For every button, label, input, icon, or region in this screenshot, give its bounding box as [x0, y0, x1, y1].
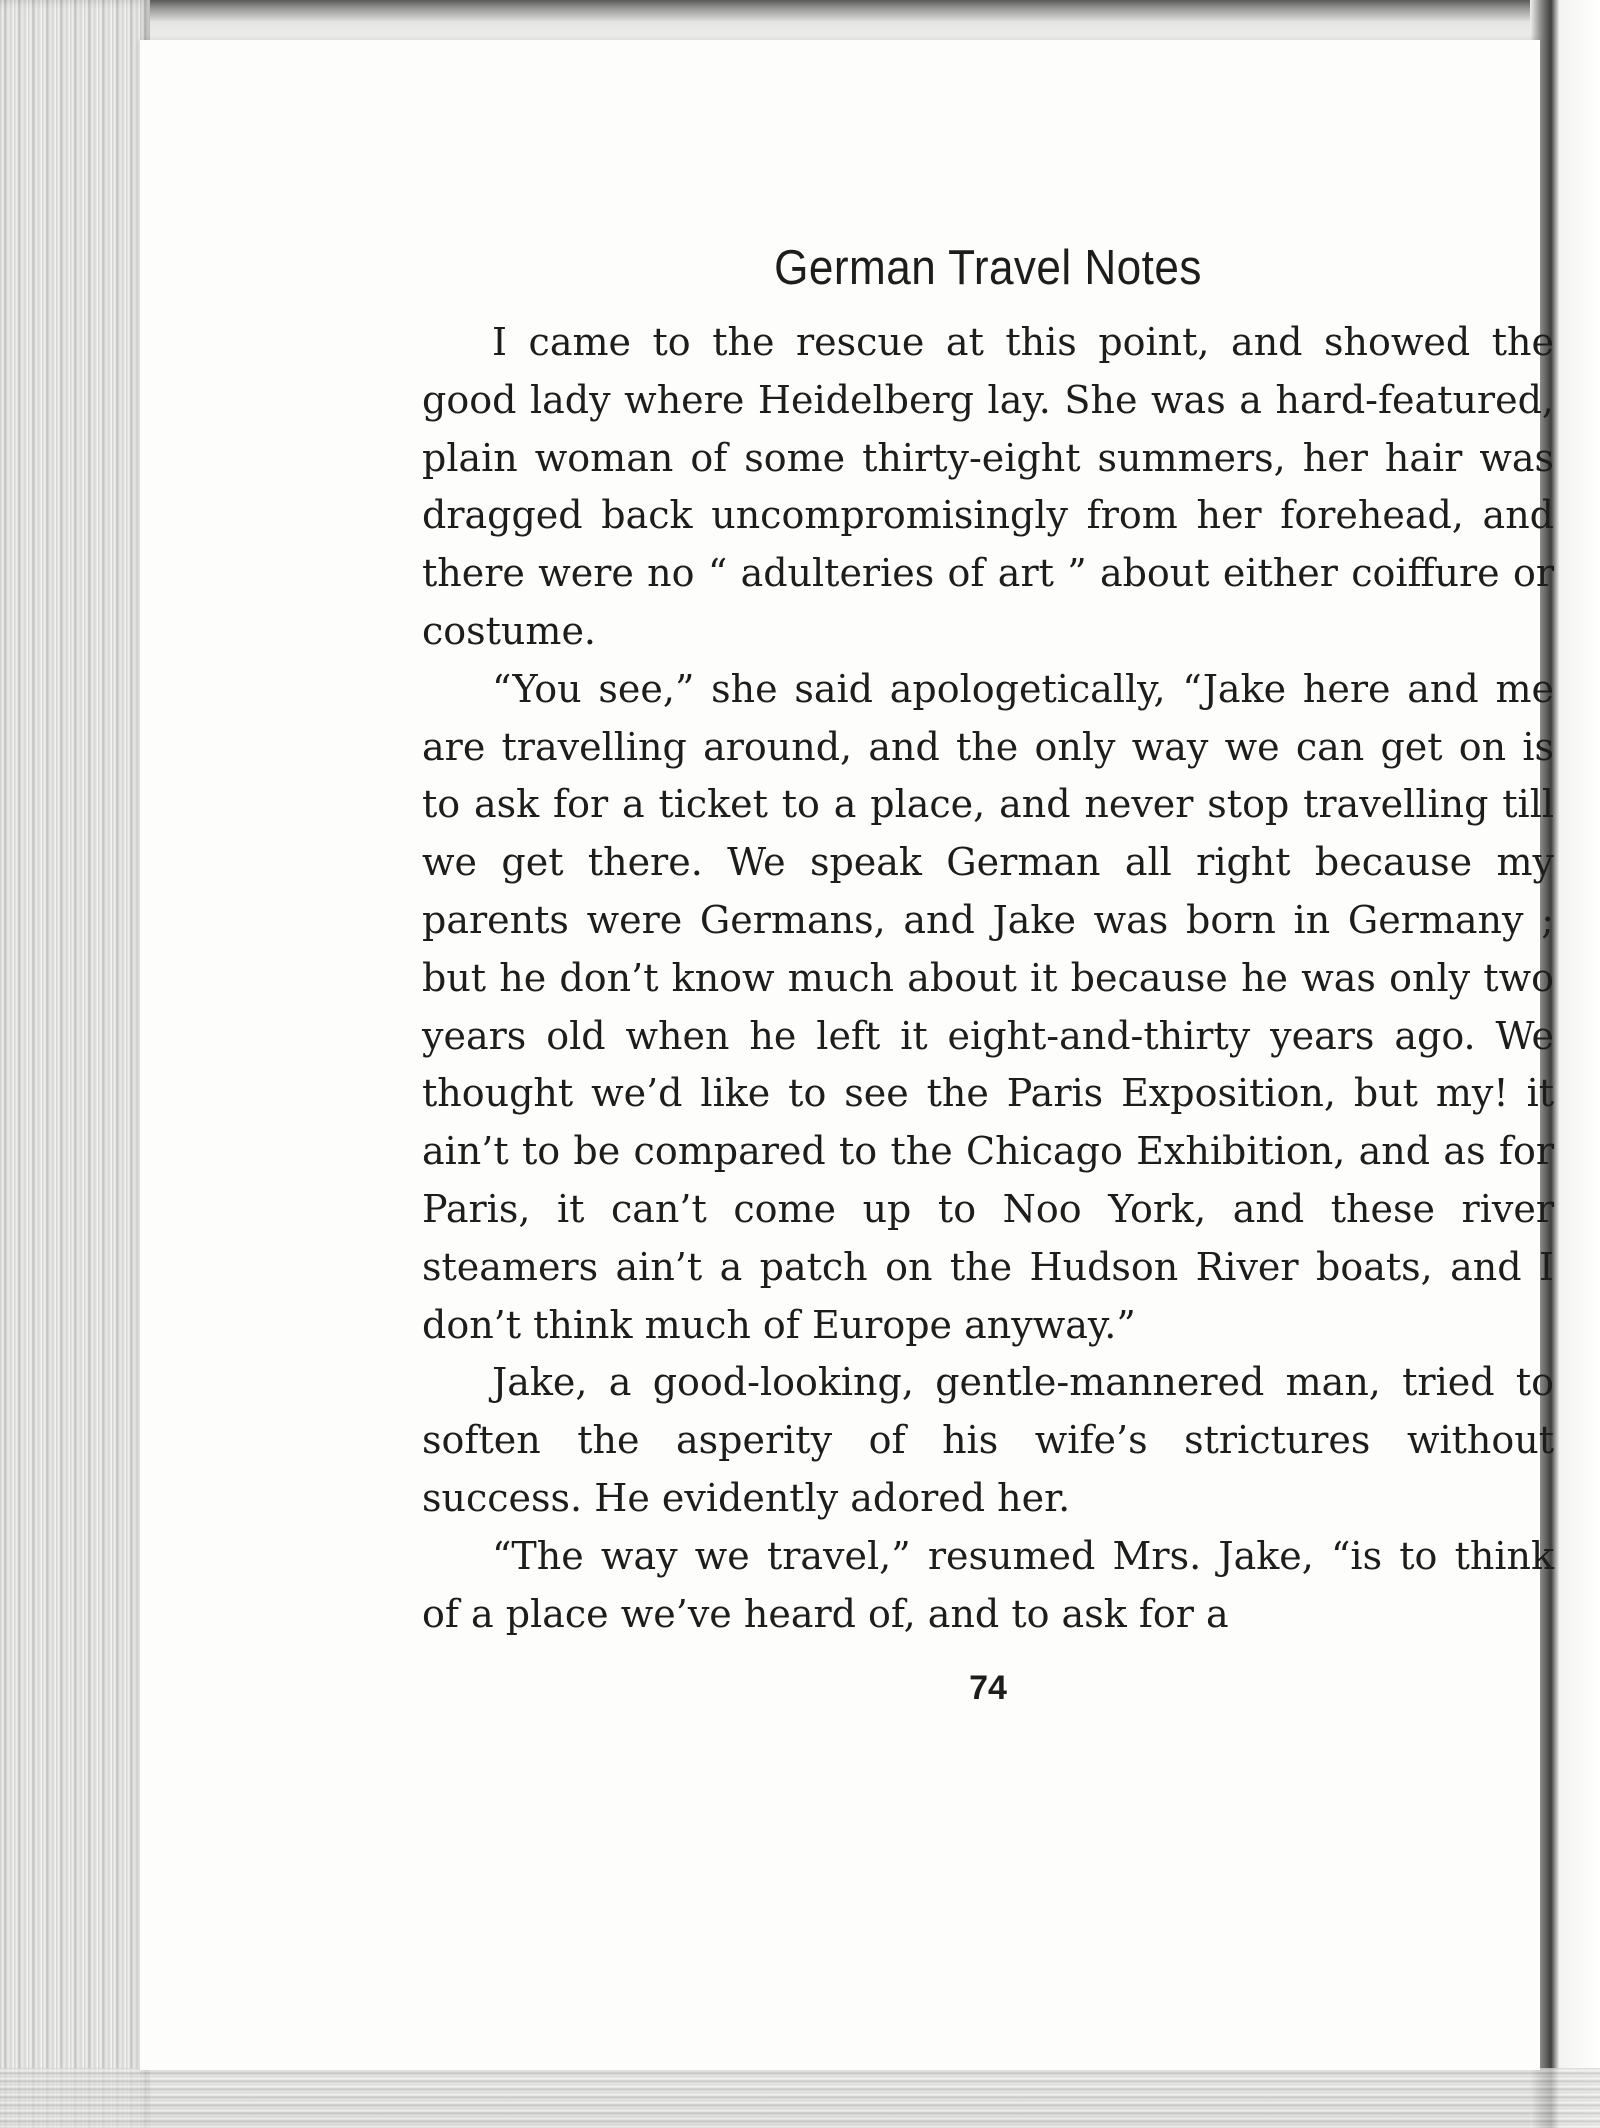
- page-stack-bottom-edge: [0, 2068, 1600, 2128]
- book-page: [140, 40, 1554, 2070]
- page-number: 74: [969, 1669, 1007, 1708]
- paragraph-2: “You see,” she said apologetically, “Jake here and me are travelling around, and the only way we can get on is to ask for a ticket to a place, and never stop travelling till we get there. We speak German all right because my parents were Germans, and Jake was born in Germany ; but he don’t know much about it because he was only two years old when he left it eight-and-thirty years ago. We thought we’d like to see the Paris Exposition, but my! it ain’t to be compared to the Chicago Exhibition, and as for Paris, it can’t come up to Noo York, and these river steamers ain’t a patch on the Hudson River boats, and I don’t think much of Europe anyway.”: [422, 666, 1554, 1347]
- paragraph-3: Jake, a good-looking, gentle-mannered man, tried to soften the asperity of his wife’s strictures without success. He evidently adored her.: [422, 1360, 1554, 1520]
- paragraph-4: “The way we travel,” resumed Mrs. Jake, “is to think of a place we’ve heard of, and to ask for a: [422, 1533, 1554, 1636]
- top-binding-shadow: [0, 0, 1600, 22]
- paragraph-1: I came to the rescue at this point, and showed the good lady where Heidelberg lay. She was a hard-featured, plain woman of some thirty-eight summers, her hair was dragged back uncompromisingly from her forehead, and there were no “ adulteries of art ” about either coiffure or costume.: [422, 320, 1554, 653]
- text-block: [422, 240, 1554, 1708]
- page-stack-edge: [0, 0, 150, 2128]
- running-head: German Travel Notes: [774, 241, 1202, 295]
